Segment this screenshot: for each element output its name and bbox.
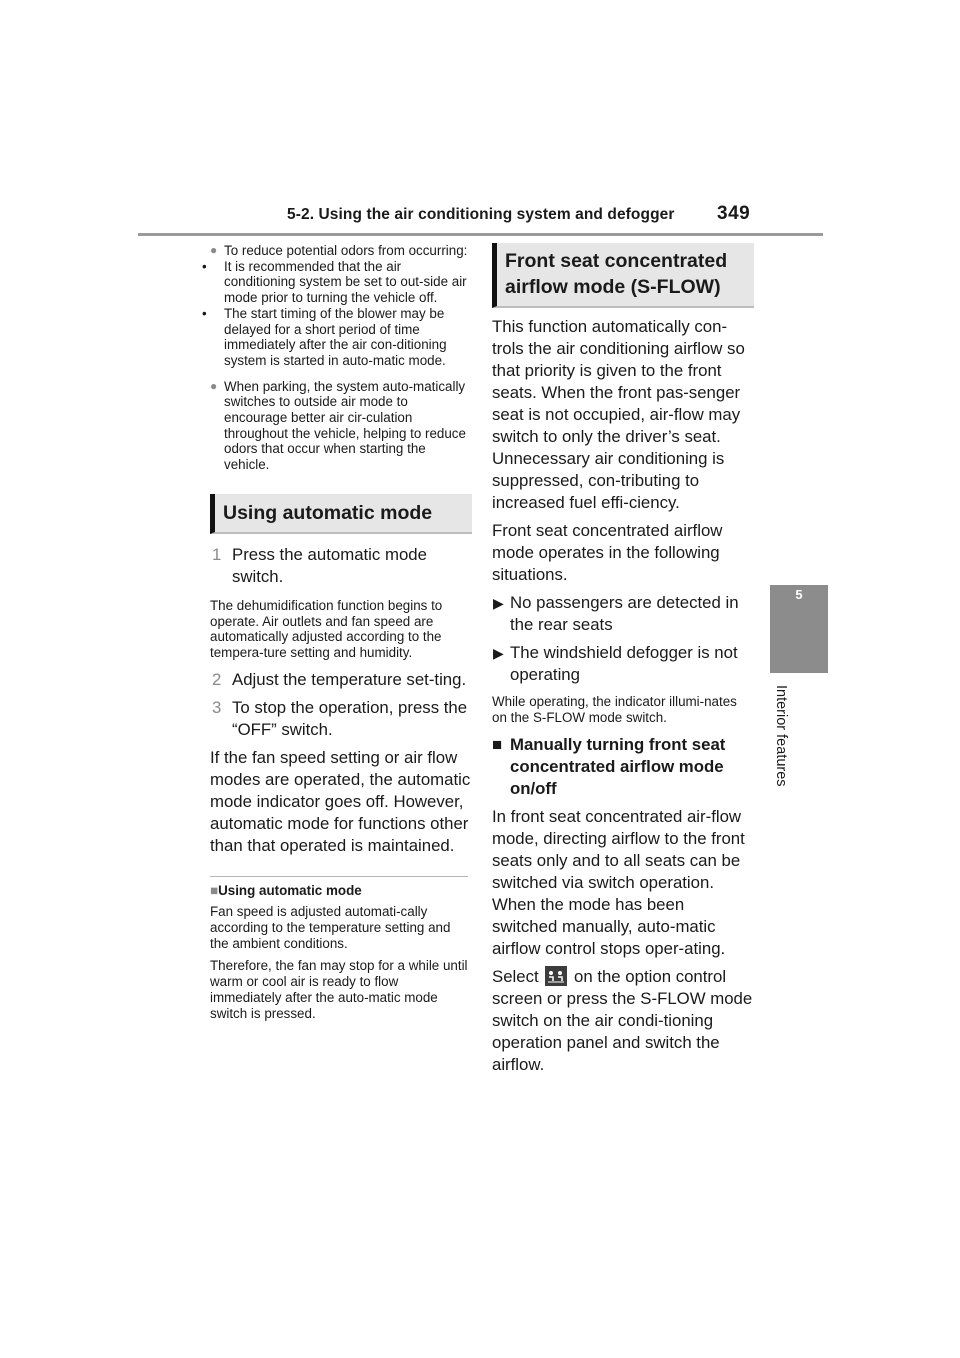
step-number: 2 [212,670,222,690]
subsection-heading-text: Manually turning front seat concentrated airflow mode on/off [510,734,726,798]
subsection-paragraph: Fan speed is adjusted automati-cally according to the temperature setting and the ambient conditions. [210,904,451,951]
condition-text: The windshield defogger is not operating [510,643,738,684]
step-text: Adjust the temperature set-ting. [232,670,467,690]
chapter-tab-label: Interior features [773,685,789,787]
section-heading: Front seat concentrated airflow mode (S-FLOW) [492,243,754,308]
section-header-title: 5-2. Using the air conditioning system and defogger [287,206,675,223]
right-triangle-icon: ▶ [493,595,504,611]
select-text-before: Select [492,966,539,986]
body-paragraph: This function automatically con-trols the air conditioning airflow so that priority is given to the front seats. When the front pas-senger seat is not occupied, air-flow may switch to only the driver’s seat. Unnecessary air conditioning is suppressed, con-tributing to increased fuel effi-ciency. [492,317,745,512]
subsection-heading-text: Using automatic mode [218,883,362,899]
subsection-heading [210,882,472,899]
circle-bullet-icon: ● [210,243,218,257]
note-sub-text: It is recommended that the air conditioning system be set to out-side air mode prior to turning the vehicle off. [224,258,467,306]
select-paragraph [492,966,754,1076]
note-text: When parking, the system auto-matically switches to outside air mode to encourage better air cir-culation throughout the vehicle, helping to reduce odors that occur when starting the vehicle. [224,378,466,473]
note-sub-item [196,306,472,369]
condition-item [492,592,754,636]
step-number: 1 [212,544,222,564]
subsection-divider [210,876,468,877]
condition-item [492,642,754,686]
circle-bullet-icon: ● [210,378,218,393]
right-column [492,243,754,1076]
note-sub-text: The start timing of the blower may be delayed for a short period of time immediately after the air con-ditioning system is started in auto-matic mode. [224,305,447,368]
body-paragraph: Front seat concentrated airflow mode operates in the following situations. [492,521,723,584]
select-text-after: on the option control screen or press the S-FLOW mode switch on the air condi-tioning operation panel and switch the airflow. [492,966,753,1074]
note-text: To reduce potential odors from occurring: [224,243,468,258]
dot-bullet-icon: • [202,305,207,321]
section-heading: Using automatic mode [210,494,472,534]
step-number: 3 [212,698,222,718]
note-item [210,243,472,259]
dot-bullet-icon: • [202,258,207,274]
subsection-paragraph: Therefore, the fan may stop for a while until warm or cool air is ready to flow immediately after the auto-matic mode switch is pressed. [210,958,468,1021]
step-item [210,669,472,691]
body-paragraph: If the fan speed setting or air flow modes are operated, the automatic mode indicator goes off. However, automatic mode for functions other than that operated is maintained. [210,748,471,856]
header-divider [138,233,823,236]
step-note: The dehumidification function begins to operate. Air outlets and fan speed are automatically adjusted according to the tempera-ture setting and humidity. [210,597,443,661]
chapter-tab-number: 5 [795,587,803,602]
indicator-note: While operating, the indicator illumi-nates on the S-FLOW mode switch. [492,694,737,725]
square-bullet-icon: ■ [492,734,503,754]
note-item [210,379,472,473]
step-text: To stop the operation, press the “OFF” switch. [232,698,468,740]
step-text: Press the automatic mode switch. [232,544,427,586]
note-sub-item [196,259,472,306]
subsection-heading [492,734,754,800]
page-number: 349 [717,203,751,224]
s-flow-icon [545,966,567,986]
step-item [210,544,472,588]
chapter-tab-label-wrap [773,685,793,805]
body-paragraph: In front seat concentrated air-flow mode, directing airflow to the front seats only and to all seats can be switched via switch operation. When the mode has been switched manually, auto-matic airflow control stops oper-ating. [492,806,745,958]
square-bullet-icon: ■ [210,883,219,899]
right-triangle-icon: ▶ [493,645,504,661]
condition-text: No passengers are detected in the rear seats [510,593,739,634]
left-column [202,243,472,1022]
step-item [210,697,472,741]
